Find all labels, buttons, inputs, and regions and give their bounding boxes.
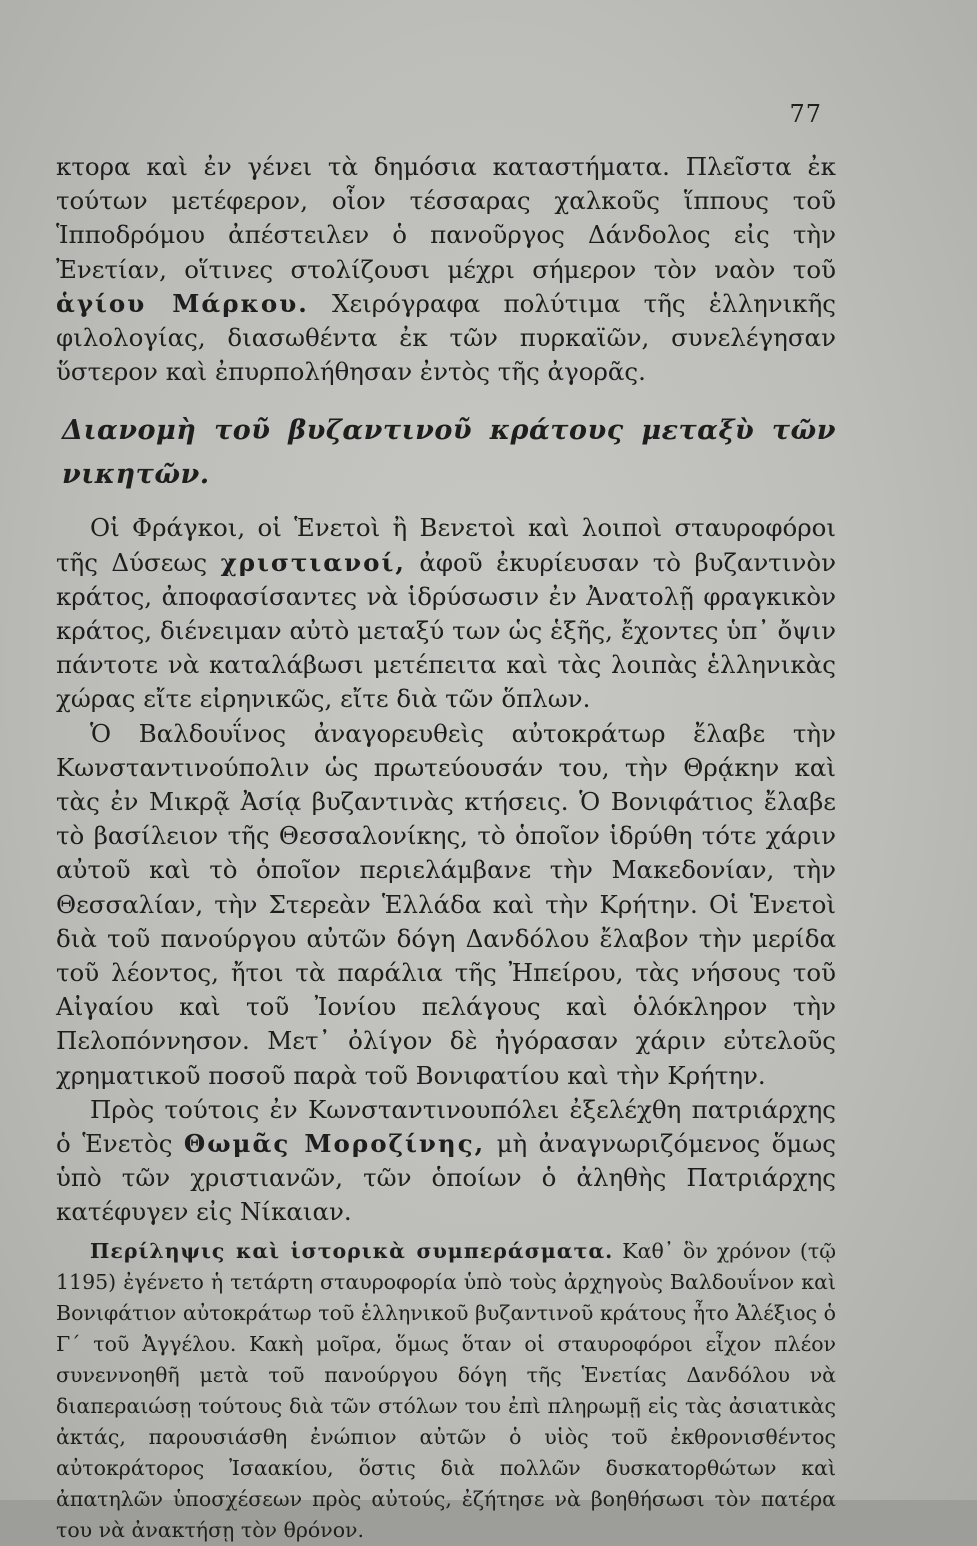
- page-number: 77: [789, 100, 822, 128]
- paragraph-2: [56, 511, 836, 716]
- summary-text: Καθ᾿ ὃν χρόνον (τῷ 1195) ἐγένετο ἡ τετάρτη σταυροφορία ὑπὸ τοὺς ἀρχηγοὺς Βαλδουΐνον καὶ Βονιφάτιον αὐτοκράτωρ τοῦ ἑλληνικοῦ βυζαντινοῦ κράτους ἦτο Ἀλέξιος ὁ Γ΄ τοῦ Ἀγγέλου. Κακὴ μοῖρα, ὅμως ὅταν οἱ σταυροφόροι εἶχον πλέον συνεννοηθῆ μετὰ τοῦ πανούργου δόγη τῆς Ἑνετίας Δανδόλου νὰ διαπεραιώσῃ τούτους διὰ τῶν στόλων του ἐπὶ πληρωμῇ εἰς τὰς ἀσιατικὰς ἀκτάς, παρουσιάσθη ἐνώπιον αὐτῶν ὁ υἱὸς τοῦ ἐκθρονισθέντος αὐτοκράτορος Ἰσαακίου, ὅστις διὰ πολλῶν δυσκατορθώτων καὶ ἀπατηλῶν ὑποσχέσεων πρὸς αὐτούς, ἐζήτησε νὰ βοηθήσωσι τὸν πατέρα του νὰ ἀνακτήσῃ τὸν θρόνον.: [56, 1238, 836, 1542]
- paragraph-2-end: ἀφοῦ ἐκυρίευσαν τὸ βυζαντινὸν κράτος, ἀποφασίσαντες νὰ ἱδρύσωσιν ἐν Ἀνατολῇ φραγκικὸν κράτος, διένειμαν αὐτὸ μεταξύ των ὡς ἑξῆς, ἔχοντες ὑπ᾿ ὄψιν πάντοτε νὰ καταλάβωσι μετέπειτα καὶ τὰς λοιπὰς ἑλληνικὰς χώρας εἴτε εἰρηνικῶς, εἴτε διὰ τῶν ὅπλων.: [56, 547, 836, 714]
- paragraph-4-start: Πρὸς τούτοις ἐν Κωνσταντινουπόλει ἐξελέχθη πατριάρχης ὁ Ἑνετὸς: [56, 1094, 836, 1159]
- paragraph-1-bold: ἁγίου Μάρκου.: [56, 288, 309, 318]
- section-heading: Διανομὴ τοῦ βυζαντινοῦ κράτους μεταξὺ τῶν νικητῶν.: [62, 415, 836, 491]
- paragraph-4-end: μὴ ἀναγνωριζόμενος ὅμως ὑπὸ τῶν χριστιανῶν, τῶν ὁποίων ὁ ἀληθὴς Πατριάρχης κατέφυγεν εἰς Νίκαιαν.: [56, 1129, 837, 1227]
- paragraph-3: Ὁ Βαλδουΐνος ἀναγορευθεὶς αὐτοκράτωρ ἔλαβε τὴν Κωνσταντινούπολιν ὡς πρωτεύουσάν του, τὴν Θρᾴκην καὶ τὰς ἐν Μικρᾷ Ἀσίᾳ βυζαντινὰς κτήσεις. Ὁ Βονιφάτιος ἔλαβε τὸ βασίλειον τῆς Θεσσαλονίκης, τὸ ὁποῖον ἱδρύθη τότε χάριν αὐτοῦ καὶ τὸ ὁποῖον περιελάμβανε τὴν Μακεδονίαν, τὴν Θεσσαλίαν, τὴν Στερεὰν Ἑλλάδα καὶ τὴν Κρήτην. Οἱ Ἑνετοὶ διὰ τοῦ πανούργου αὐτῶν δόγη Δανδόλου ἔλαβον τὴν μερίδα τοῦ λέοντος, ἤτοι τὰ παράλια τῆς Ἠπείρου, τὰς νήσους τοῦ Αἰγαίου καὶ τοῦ Ἰονίου πελάγους καὶ ὁλόκληρον τὴν Πελοπόννησον. Μετ᾿ ὀλίγον δὲ ἠγόρασαν χάριν εὐτελοῦς χρηματικοῦ ποσοῦ παρὰ τοῦ Βονιφατίου καὶ τὴν Κρήτην.: [56, 718, 836, 1090]
- summary-paragraph: [56, 1236, 836, 1546]
- paragraph-2-start: Οἱ Φράγκοι, οἱ Ἑνετοὶ ἢ Βενετοὶ καὶ λοιποὶ σταυροφόροι τῆς Δύσεως: [56, 513, 836, 577]
- paragraph-1: [56, 150, 836, 389]
- summary-heading: Περίληψις καὶ ἱστορικὰ συμπεράσματα.: [90, 1238, 614, 1263]
- paragraph-1-end: Χειρόγραφα πολύτιμα τῆς ἑλληνικῆς φιλολογίας, διασωθέντα ἐκ τῶν πυρκαϊῶν, συνελέγησαν ὕστερον καὶ ἐπυρπολήθησαν ἐντὸς τῆς ἀγορᾶς.: [56, 288, 836, 387]
- paragraph-4: [56, 1093, 836, 1230]
- paragraph-4-bold: Θωμᾶς Μοροζίνης,: [183, 1129, 486, 1159]
- page-body: [56, 150, 836, 1546]
- paragraph-1-text: κτορα καὶ ἐν γένει τὰ δημόσια καταστήματα. Πλεῖστα ἐκ τούτων μετέφερον, οἷον τέσσαρας χαλκοῦς ἵππους τοῦ Ἱπποδρόμου ἀπέστειλεν ὁ πανοῦργος Δάνδολος εἰς τὴν Ἐνετίαν, οἵτινες στολίζουσι μέχρι σήμερον τὸν ναὸν τοῦ: [56, 152, 836, 284]
- paragraph-2-bold: χριστιανοί,: [220, 547, 406, 577]
